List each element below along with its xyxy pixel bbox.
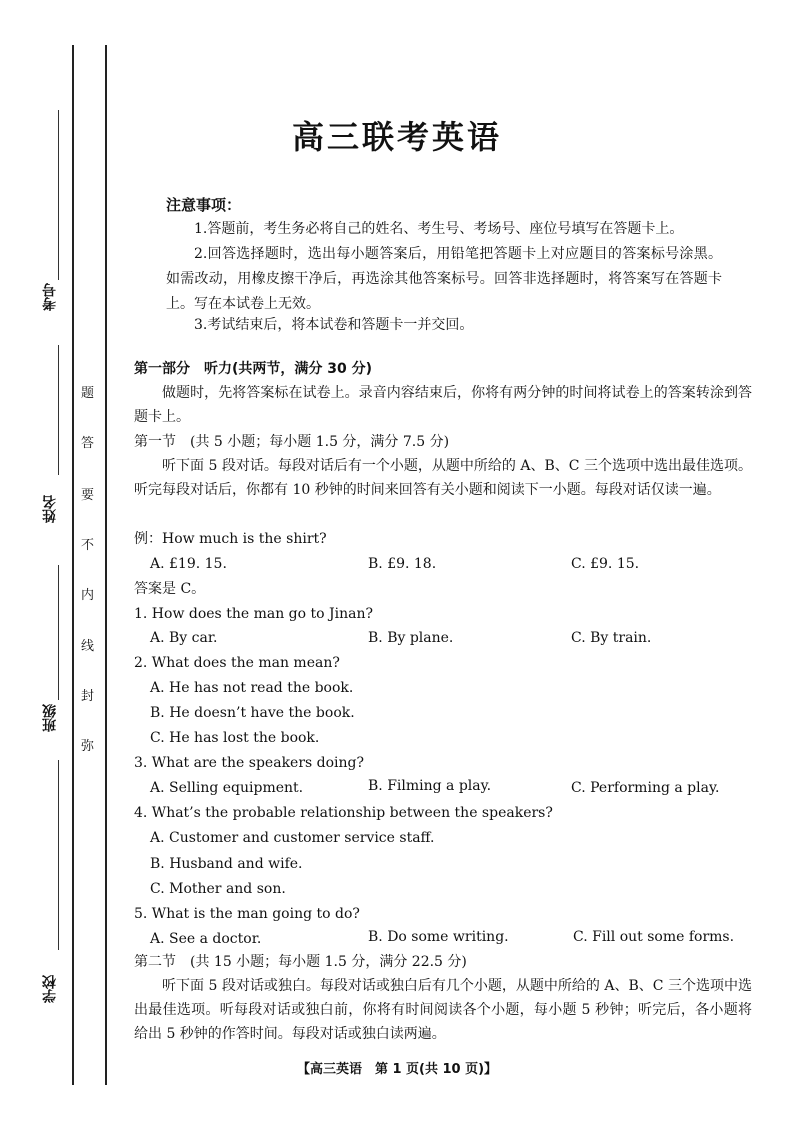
q3-option-a: A. Selling equipment. — [150, 780, 304, 796]
seal-char: 封 — [81, 689, 95, 704]
q3-option-b: B. Filming a play. — [368, 778, 492, 794]
q2-option-a: A. He has not read the book. — [150, 680, 354, 696]
note-item-1: 1.答题前，考生务必将自己的姓名、考生号、考场号、座位号填写在答题卡上。 — [194, 221, 684, 237]
example-option-b: B. £9. 18. — [368, 556, 437, 572]
exam-number-label: 考号 — [42, 283, 58, 311]
note-item-2: 2.回答选择题时，选出每小题答案后，用铅笔把答题卡上对应题目的答案标号涂黑。如需改动，用橡皮擦干净后，再选涂其他答案标号。回答非选择题时，将答案写在答题卡上。写在本试卷上无效。 — [166, 246, 722, 312]
binding-line-inner — [105, 45, 107, 1085]
q5-option-c: C. Fill out some forms. — [573, 929, 735, 945]
q5-question: 5. What is the man going to do? — [134, 906, 360, 922]
q5-option-a: A. See a doctor. — [150, 931, 262, 947]
section2-heading: 第二节 (共 15 小题；每小题 1.5 分，满分 22.5 分) — [134, 954, 467, 970]
q2-question: 2. What does the man mean? — [134, 655, 340, 671]
part1-intro: 做题时，先将答案标在试卷上。录音内容结束后，你将有两分钟的时间将试卷上的答案转涂到答题卡上。 — [134, 385, 752, 425]
seal-char: 不 — [81, 538, 95, 553]
example-option-a: A. £19. 15. — [150, 556, 227, 572]
q4-option-b: B. Husband and wife. — [150, 856, 303, 872]
seal-char: 线 — [81, 639, 95, 654]
q1-question: 1. How does the man go to Jinan? — [134, 606, 373, 622]
page-title: 高三联考英语 — [291, 118, 502, 156]
q4-option-c: C. Mother and son. — [150, 881, 286, 897]
example-answer: 答案是 C。 — [134, 581, 206, 597]
name-line — [58, 345, 59, 475]
q2-option-c: C. He has lost the book. — [150, 730, 320, 746]
seal-char: 内 — [81, 588, 95, 603]
q3-question: 3. What are the speakers doing? — [134, 755, 365, 771]
section1-heading: 第一节 (共 5 小题；每小题 1.5 分，满分 7.5 分) — [134, 434, 450, 450]
section1-intro: 听下面 5 段对话。每段对话后有一个小题，从题中所给的 A、B、C 三个选项中选出最佳选项。听完每段对话后，你都有 10 秒钟的时间来回答有关小题和阅读下一小题。每段对话仅读一遍。 — [134, 458, 752, 498]
q3-option-c: C. Performing a play. — [571, 780, 720, 796]
school-label: 学校 — [42, 975, 58, 1003]
class-line — [58, 565, 59, 700]
school-line — [58, 760, 59, 950]
name-label: 姓名 — [42, 495, 58, 523]
seal-char: 答 — [81, 436, 95, 451]
q1-option-a: A. By car. — [150, 630, 218, 646]
seal-char: 题 — [81, 386, 95, 401]
q4-option-a: A. Customer and customer service staff. — [150, 830, 435, 846]
example-question: 例：How much is the shirt? — [134, 531, 327, 547]
q4-question: 4. What’s the probable relationship between the speakers? — [134, 805, 553, 821]
part1-heading: 第一部分 听力(共两节，满分 30 分) — [134, 361, 373, 377]
section2-intro: 听下面 5 段对话或独白。每段对话或独白后有几个小题，从题中所给的 A、B、C 三个选项中选出最佳选项。听每段对话或独白前，你将有时间阅读各个小题，每小题 5 秒钟；听完后，各小题将给出 5 秒钟的作答时间。每段对话或独白读两遍。 — [134, 978, 752, 1042]
notes-heading: 注意事项： — [166, 196, 242, 214]
page-footer: 【高三英语 第 1 页(共 10 页)】 — [296, 1062, 498, 1077]
seal-char: 弥 — [81, 739, 95, 754]
q1-option-b: B. By plane. — [368, 630, 454, 646]
binding-line-outer — [72, 45, 74, 1085]
seal-char: 要 — [81, 488, 95, 503]
q5-option-b: B. Do some writing. — [368, 929, 509, 945]
example-option-c: C. £9. 15. — [571, 556, 640, 572]
class-label: 班级 — [42, 704, 58, 732]
q1-option-c: C. By train. — [571, 630, 652, 646]
q2-option-b: B. He doesn’t have the book. — [150, 705, 355, 721]
note-item-3: 3.考试结束后，将本试卷和答题卡一并交回。 — [194, 317, 474, 333]
